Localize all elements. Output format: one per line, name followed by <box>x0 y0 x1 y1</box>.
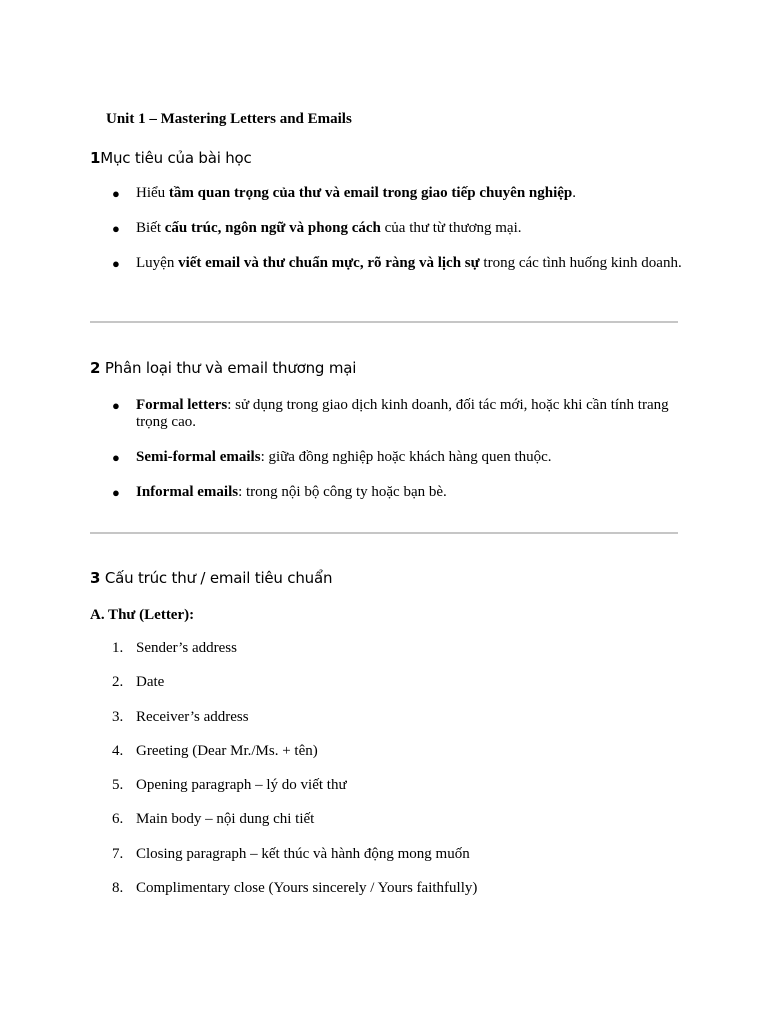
list-item <box>112 777 682 794</box>
list-item <box>112 709 682 726</box>
item-text-bold: cấu trúc, ngôn ngữ và phong cách <box>164 220 381 236</box>
letter-structure-list <box>112 640 682 914</box>
list-item <box>112 743 682 760</box>
item-text-pre: Luyện <box>136 255 179 271</box>
section-3-number: 3 <box>90 569 101 587</box>
item-text: Greeting (Dear Mr./Ms. + tên) <box>136 742 318 759</box>
objectives-list <box>112 185 682 290</box>
item-text: Date <box>136 674 165 691</box>
list-item <box>112 220 682 237</box>
item-text-post: : giữa đồng nghiệp hoặc khách hàng quen thuộc. <box>260 449 552 465</box>
bullet-icon: ● <box>112 256 120 271</box>
item-text-bold: Semi-formal emails <box>136 449 261 465</box>
section-divider <box>90 321 678 323</box>
item-text: Closing paragraph – kết thúc và hành động mong muốn <box>136 845 470 862</box>
item-text: Receiver’s address <box>136 708 249 725</box>
item-text: Complimentary close (Yours sincerely / Yours faithfully) <box>136 880 478 897</box>
item-text-bold: Formal letters <box>136 397 228 413</box>
section-2-title: Phân loại thư và email thương mại <box>104 359 357 377</box>
list-item <box>112 397 682 431</box>
list-item <box>112 185 682 202</box>
item-text-post: : trong nội bộ công ty hoặc bạn bè. <box>238 484 447 500</box>
document-title: Unit 1 – Mastering Letters and Emails <box>106 111 352 127</box>
list-item <box>112 255 682 272</box>
list-item <box>112 846 682 863</box>
item-text-bold: Informal emails <box>136 484 239 500</box>
list-item <box>112 640 682 657</box>
item-text-bold: tầm quan trọng của thư và email trong giao tiếp chuyên nghiệp <box>168 185 573 201</box>
item-text-pre: Biết <box>136 220 165 236</box>
section-divider <box>90 532 678 534</box>
item-index: 7. <box>112 845 124 862</box>
item-text-post: của thư từ thương mại. <box>380 220 522 236</box>
letter-subheading: A. Thư (Letter): <box>90 607 195 623</box>
item-text-bold: viết email và thư chuẩn mực, rõ ràng và lịch sự <box>178 255 480 271</box>
item-index: 1. <box>112 640 124 656</box>
bullet-icon: ● <box>112 485 120 500</box>
item-index: 6. <box>112 811 124 828</box>
item-index: 4. <box>112 742 124 759</box>
item-index: 3. <box>112 708 124 725</box>
section-1-title: Mục tiêu của bài học <box>100 149 252 167</box>
item-index: 2. <box>112 674 124 691</box>
bullet-icon: ● <box>112 221 120 236</box>
item-text-post: trong các tình huống kinh doanh. <box>479 255 682 271</box>
section-1-heading <box>90 149 252 167</box>
list-item <box>112 811 682 828</box>
item-text: Main body – nội dung chi tiết <box>136 811 315 828</box>
list-item <box>112 484 682 501</box>
section-1-number: 1 <box>90 149 101 167</box>
list-item <box>112 880 682 897</box>
item-index: 8. <box>112 880 124 897</box>
section-3-title: Cấu trúc thư / email tiêu chuẩn <box>104 569 333 587</box>
item-text-pre: Hiểu <box>136 185 169 201</box>
list-item <box>112 449 682 466</box>
section-2-number: 2 <box>90 359 101 377</box>
item-text: Sender’s address <box>136 640 237 656</box>
section-2-heading <box>90 359 356 377</box>
item-text: Opening paragraph – lý do viết thư <box>136 777 347 794</box>
list-item <box>112 674 682 691</box>
letter-types-list <box>112 397 682 519</box>
section-3-heading <box>90 569 332 587</box>
item-text-post: : sử dụng trong giao dịch kinh doanh, đối tác mới, hoặc khi cần tính trang trọng cao. <box>136 397 669 430</box>
item-text-post: . <box>572 185 577 201</box>
bullet-icon: ● <box>112 450 120 465</box>
bullet-icon: ● <box>112 186 120 201</box>
item-index: 5. <box>112 777 124 794</box>
bullet-icon: ● <box>112 398 120 413</box>
